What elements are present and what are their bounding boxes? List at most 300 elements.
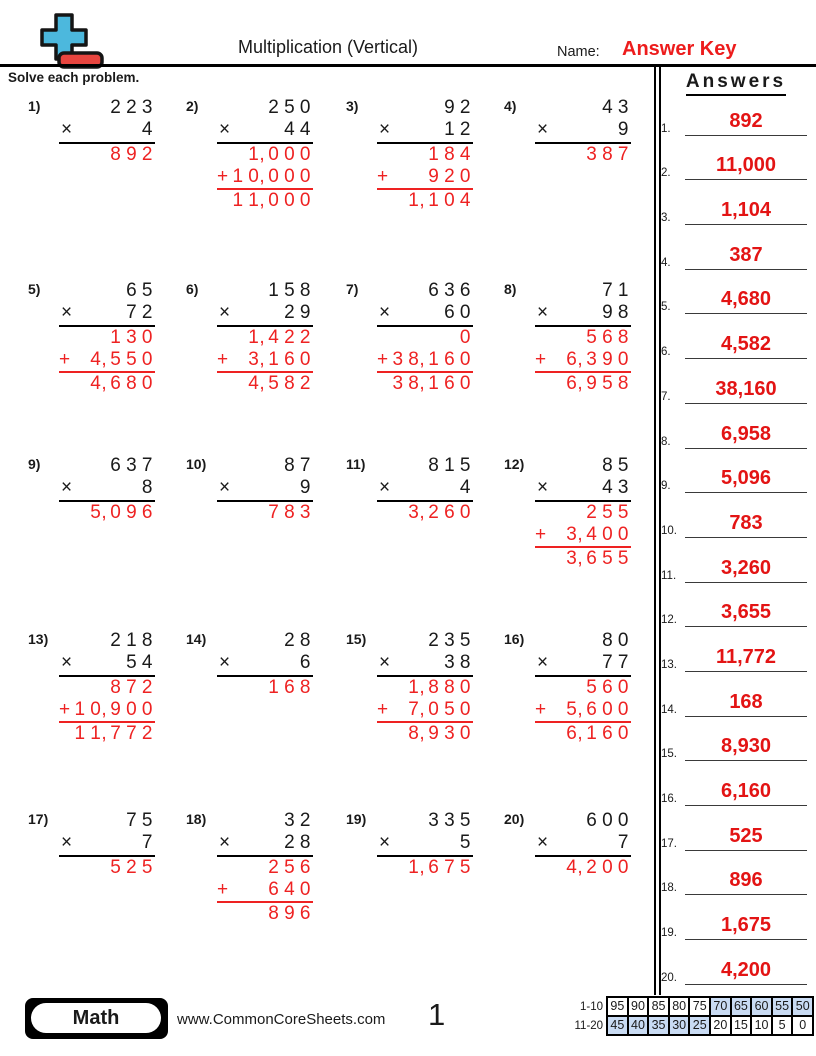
digit-char: 9 xyxy=(586,373,597,394)
digit-char: 0 xyxy=(299,879,311,900)
digit-char: , xyxy=(101,349,107,370)
digit-char: 6 xyxy=(110,373,121,394)
problem-stack xyxy=(377,630,473,745)
digit-char: 7 xyxy=(141,455,153,476)
digit-char: 0 xyxy=(284,144,295,165)
multiplicand xyxy=(535,280,631,302)
website-url: www.CommonCoreSheets.com xyxy=(177,1011,386,1028)
digit-char: 2 xyxy=(268,857,279,878)
digit-char: 0 xyxy=(141,373,153,394)
answer-number: 1. xyxy=(661,122,671,135)
digit-char: , xyxy=(577,524,583,545)
answer-item xyxy=(658,451,812,496)
digit-char: 8 xyxy=(617,373,629,394)
digit-char: 8 xyxy=(617,302,629,323)
digit-char: 8 xyxy=(110,677,121,698)
plus-sign: + xyxy=(535,349,547,370)
digit-char: 0 xyxy=(299,97,311,118)
answer-key-text: Answer Key xyxy=(622,38,737,60)
problem-cell xyxy=(28,810,186,988)
digit-char: 5 xyxy=(141,810,153,831)
work-line xyxy=(217,373,313,395)
digit-char: 7 xyxy=(617,832,629,853)
answer-value: 168 xyxy=(729,690,763,713)
digit-char: 0 xyxy=(617,677,629,698)
digit-char: 2 xyxy=(586,857,597,878)
problem-cell xyxy=(346,97,504,280)
digit-char: , xyxy=(419,677,425,698)
work-line xyxy=(535,677,631,699)
digit-char: 2 xyxy=(141,677,153,698)
digit-char: 6 xyxy=(299,857,311,878)
answer-blank-line xyxy=(685,647,807,672)
problem-stack xyxy=(377,455,473,524)
score-cell: 15 xyxy=(730,1015,753,1036)
work-line xyxy=(377,677,473,699)
problem-cell xyxy=(186,810,346,988)
answer-value: 6,160 xyxy=(720,780,772,802)
digit-char: 1 xyxy=(428,349,439,370)
answer-item xyxy=(658,853,812,898)
digit-char: 9 xyxy=(602,349,613,370)
problem-cell xyxy=(28,630,186,810)
work-digits xyxy=(72,699,155,721)
problem-number: 13) xyxy=(28,631,49,647)
digit-char: 6 xyxy=(126,280,137,301)
multiplier xyxy=(599,477,631,499)
answer-item xyxy=(658,272,812,317)
digit-char: 0 xyxy=(284,166,295,187)
multiply-row xyxy=(535,832,631,857)
digit-char: 7 xyxy=(126,677,137,698)
problem-stack xyxy=(217,810,313,925)
digit-char: 1 xyxy=(232,190,244,211)
digit-char: 9 xyxy=(428,723,439,744)
digit-char: 1 xyxy=(428,373,439,394)
digit-char: , xyxy=(101,699,107,720)
answer-value: 11,772 xyxy=(715,645,777,668)
work-line xyxy=(377,857,473,879)
work-line xyxy=(217,166,313,190)
digit-char: 9 xyxy=(428,166,439,187)
digit-char: 5 xyxy=(284,97,295,118)
answer-blank-line xyxy=(685,781,807,806)
digit-char: 6 xyxy=(284,349,295,370)
answer-number: 12. xyxy=(661,614,677,627)
digit-char: 2 xyxy=(428,630,439,651)
math-pill xyxy=(31,1003,161,1033)
digit-char: 5 xyxy=(602,373,613,394)
digit-char: 0 xyxy=(248,166,259,187)
digit-char: 1 xyxy=(617,280,629,301)
digit-char: 8 xyxy=(299,832,311,853)
answer-number: 7. xyxy=(661,390,671,403)
problem-number: 12) xyxy=(504,456,525,472)
multiply-sign: × xyxy=(537,119,549,140)
digit-char: 8 xyxy=(459,652,471,673)
multiplier xyxy=(281,832,313,854)
digit-char: 1 xyxy=(74,723,86,744)
answer-blank-line xyxy=(685,870,807,895)
multiplier xyxy=(441,302,473,324)
digit-char: 1 xyxy=(586,723,597,744)
digit-char: 0 xyxy=(299,349,311,370)
digit-char: 1 xyxy=(110,327,121,348)
score-cell: 30 xyxy=(668,1015,691,1036)
work-line xyxy=(217,879,313,903)
digit-char: 8 xyxy=(408,723,419,744)
multiply-sign: × xyxy=(219,477,231,498)
problem-number: 3) xyxy=(346,98,359,114)
digit-char: 3 xyxy=(566,548,577,569)
digit-char: 5 xyxy=(586,327,597,348)
digit-char: 5 xyxy=(617,548,629,569)
digit-char: 6 xyxy=(268,879,279,900)
digit-char: 2 xyxy=(284,302,295,323)
problem-stack xyxy=(217,630,313,699)
digit-char: 8 xyxy=(602,455,613,476)
multiply-row xyxy=(59,832,155,857)
answer-number: 6. xyxy=(661,346,671,359)
work-line xyxy=(535,548,631,570)
answer-blank-line xyxy=(685,915,807,940)
plus-sign: + xyxy=(377,699,389,720)
digit-char: 1 xyxy=(444,119,455,140)
digit-char: 4 xyxy=(284,879,295,900)
work-line xyxy=(59,723,155,745)
score-cell: 60 xyxy=(750,996,773,1017)
problem-cell xyxy=(346,630,504,810)
digit-char: 2 xyxy=(110,97,121,118)
multiplier xyxy=(457,477,473,499)
score-cell: 90 xyxy=(627,996,650,1017)
digit-char: 0 xyxy=(110,502,121,523)
answer-number: 19. xyxy=(661,927,677,940)
digit-char: 0 xyxy=(459,166,471,187)
score-cell: 75 xyxy=(688,996,711,1017)
multiply-sign: × xyxy=(537,302,549,323)
digit-char: , xyxy=(577,349,583,370)
digit-char: 3 xyxy=(444,810,455,831)
multiply-sign: × xyxy=(379,652,391,673)
score-cell: 40 xyxy=(627,1015,650,1036)
digit-char: 8 xyxy=(284,502,295,523)
answer-item xyxy=(658,808,812,853)
answer-number: 2. xyxy=(661,167,671,180)
digit-char: , xyxy=(259,373,265,394)
score-cell: 5 xyxy=(771,1015,794,1036)
digit-char: 3 xyxy=(126,455,137,476)
digit-char: 4 xyxy=(141,652,153,673)
problem-cell xyxy=(186,280,346,455)
work-digits xyxy=(246,349,313,371)
digit-char: 0 xyxy=(617,524,629,545)
digit-char: 1 xyxy=(444,455,455,476)
digit-char: 3 xyxy=(566,524,577,545)
digit-char: 9 xyxy=(299,477,311,498)
digit-char: , xyxy=(577,373,583,394)
digit-char: , xyxy=(577,548,583,569)
digit-char: 1 xyxy=(408,677,419,698)
digit-char: 7 xyxy=(444,857,455,878)
answer-number: 13. xyxy=(661,658,677,671)
digit-char: , xyxy=(419,349,425,370)
multiplicand xyxy=(217,810,313,832)
problem-stack xyxy=(377,97,473,212)
score-cell: 0 xyxy=(791,1015,814,1036)
work-line xyxy=(217,903,313,925)
digit-char: 8 xyxy=(408,373,419,394)
digit-char: 7 xyxy=(126,302,137,323)
work-line xyxy=(535,327,631,349)
digit-char: 1 xyxy=(126,630,137,651)
worksheet-title: Multiplication (Vertical) xyxy=(237,37,419,57)
multiplicand xyxy=(59,455,155,477)
digit-char: 7 xyxy=(141,832,153,853)
digit-char: 3 xyxy=(392,373,404,394)
digit-char: , xyxy=(259,327,265,348)
answer-item xyxy=(658,629,812,674)
answer-number: 14. xyxy=(661,703,677,716)
work-line xyxy=(217,144,313,166)
work-line xyxy=(535,349,631,373)
work-line xyxy=(377,502,473,524)
multiplicand xyxy=(59,280,155,302)
digit-char: 9 xyxy=(126,502,137,523)
digit-char: 5 xyxy=(90,502,101,523)
problem-number: 1) xyxy=(28,98,41,114)
problem-number: 8) xyxy=(504,281,517,297)
digit-char: 7 xyxy=(126,810,137,831)
score-cell: 45 xyxy=(606,1015,629,1036)
multiplier xyxy=(123,652,155,674)
digit-char: 3 xyxy=(408,502,419,523)
digit-char: 0 xyxy=(617,857,629,878)
digit-char: 2 xyxy=(141,302,153,323)
plus-sign: + xyxy=(535,699,547,720)
multiply-row xyxy=(377,652,473,677)
multiply-row xyxy=(535,119,631,144)
answer-item xyxy=(658,719,812,764)
score-row-label: 1-10 xyxy=(580,1000,604,1013)
work-line xyxy=(59,373,155,395)
work-line xyxy=(535,699,631,723)
problem-stack xyxy=(535,280,631,395)
digit-char: 2 xyxy=(126,97,137,118)
multiply-sign: × xyxy=(537,477,549,498)
digit-char: 1 xyxy=(248,190,259,211)
digit-char: 5 xyxy=(459,455,471,476)
plus-sign: + xyxy=(535,524,547,545)
work-line xyxy=(217,857,313,879)
multiplicand xyxy=(535,810,631,832)
digit-char: 9 xyxy=(444,97,455,118)
problem-number: 9) xyxy=(28,456,41,472)
plus-sign: + xyxy=(59,699,71,720)
footer xyxy=(0,995,816,1041)
multiply-row xyxy=(377,832,473,857)
problem-number: 20) xyxy=(504,811,525,827)
work-digits xyxy=(230,166,313,188)
answer-number: 20. xyxy=(661,971,677,984)
work-line xyxy=(217,677,313,699)
work-digits xyxy=(564,699,631,721)
digit-char: 5 xyxy=(459,810,471,831)
digit-char: 8 xyxy=(602,630,613,651)
score-grid xyxy=(575,996,815,1036)
work-line xyxy=(377,373,473,395)
work-line xyxy=(59,699,155,723)
plus-sign: + xyxy=(377,166,389,187)
work-digits xyxy=(564,524,631,546)
digit-char: 0 xyxy=(268,190,279,211)
score-row-label: 11-20 xyxy=(574,1019,604,1032)
digit-char: 7 xyxy=(110,723,121,744)
work-line xyxy=(217,502,313,524)
problem-stack xyxy=(217,280,313,395)
multiplier xyxy=(123,302,155,324)
digit-char: , xyxy=(419,373,425,394)
score-cell: 85 xyxy=(647,996,670,1017)
score-cell: 50 xyxy=(791,996,814,1017)
problem-stack xyxy=(377,280,473,395)
work-line xyxy=(217,190,313,212)
problem-cell xyxy=(28,97,186,280)
plus-sign: + xyxy=(217,879,229,900)
multiplier xyxy=(297,477,313,499)
digit-char: 5 xyxy=(110,349,121,370)
digit-char: 2 xyxy=(459,97,471,118)
digit-char: 1 xyxy=(268,349,279,370)
problem-number: 19) xyxy=(346,811,367,827)
digit-char: 2 xyxy=(299,373,311,394)
digit-char: 5 xyxy=(284,857,295,878)
digit-char: 3 xyxy=(284,810,295,831)
problem-stack xyxy=(59,455,155,524)
digit-char: 5 xyxy=(602,548,613,569)
answer-item xyxy=(658,495,812,540)
digit-char: , xyxy=(419,190,425,211)
digit-char: 2 xyxy=(459,119,471,140)
digit-char: 5 xyxy=(459,832,471,853)
digit-char: 6 xyxy=(428,280,439,301)
multiplier xyxy=(139,832,155,854)
answer-number: 16. xyxy=(661,793,677,805)
digit-char: 4 xyxy=(141,119,153,140)
digit-char: 6 xyxy=(566,723,577,744)
answer-value: 783 xyxy=(729,511,763,534)
multiplicand xyxy=(377,630,473,652)
answer-value: 525 xyxy=(729,824,763,847)
work-line xyxy=(217,327,313,349)
digit-char: 5 xyxy=(141,857,153,878)
page-number: 1 xyxy=(428,997,446,1032)
score-cell: 70 xyxy=(709,996,732,1017)
answer-number: 10. xyxy=(661,524,677,537)
multiplicand xyxy=(217,97,313,119)
multiply-sign: × xyxy=(61,119,73,140)
multiply-row xyxy=(377,119,473,144)
digit-char: 0 xyxy=(617,810,629,831)
digit-char: 3 xyxy=(444,280,455,301)
digit-char: 6 xyxy=(428,857,439,878)
multiply-row xyxy=(59,302,155,327)
problem-cell xyxy=(346,810,504,988)
digit-char: 2 xyxy=(110,630,121,651)
problem-stack xyxy=(535,630,631,745)
answer-value: 5,096 xyxy=(720,467,772,490)
multiplier xyxy=(615,832,631,854)
problem-cell xyxy=(346,455,504,630)
multiplicand xyxy=(377,280,473,302)
digit-char: 6 xyxy=(141,502,153,523)
digit-char: 8 xyxy=(141,630,153,651)
score-cell: 10 xyxy=(750,1015,773,1036)
header-divider-line xyxy=(0,64,816,67)
answer-value: 387 xyxy=(729,243,763,266)
digit-char: 5 xyxy=(268,373,279,394)
work-line xyxy=(535,857,631,879)
answer-item xyxy=(658,182,812,227)
answer-item xyxy=(658,540,812,585)
answer-blank-line xyxy=(685,826,807,851)
digit-char: 6 xyxy=(444,373,455,394)
digit-char: 9 xyxy=(617,119,629,140)
multiplicand xyxy=(535,455,631,477)
multiply-sign: × xyxy=(537,832,549,853)
answer-number: 5. xyxy=(661,301,671,314)
digit-char: 0 xyxy=(141,699,153,720)
digit-char: 3 xyxy=(248,349,259,370)
answer-number: 18. xyxy=(661,882,677,895)
score-row xyxy=(575,1015,815,1036)
answer-blank-line xyxy=(685,245,807,270)
multiply-row xyxy=(377,477,473,502)
multiply-sign: × xyxy=(61,832,73,853)
digit-char: 6 xyxy=(444,349,455,370)
problem-number: 6) xyxy=(186,281,199,297)
digit-char: , xyxy=(419,699,425,720)
problem-cell xyxy=(186,630,346,810)
digit-char: 5 xyxy=(617,455,629,476)
digit-char: 7 xyxy=(617,144,629,165)
digit-char: 0 xyxy=(459,302,471,323)
answer-value: 1,675 xyxy=(720,914,772,937)
problem-stack xyxy=(377,810,473,879)
digit-char: 4 xyxy=(459,477,471,498)
digit-char: 4 xyxy=(284,119,295,140)
digit-char: 4 xyxy=(459,190,471,211)
digit-char: 3 xyxy=(428,810,439,831)
math-badge xyxy=(25,998,168,1039)
problem-number: 17) xyxy=(28,811,49,827)
problem-cell xyxy=(186,455,346,630)
digit-char: 1 xyxy=(428,190,439,211)
digit-char: 9 xyxy=(284,903,295,924)
plus-sign: + xyxy=(59,349,71,370)
multiplicand xyxy=(377,810,473,832)
digit-char: 3 xyxy=(141,97,153,118)
work-digits xyxy=(564,349,631,371)
answer-blank-line xyxy=(685,736,807,761)
digit-char: 1 xyxy=(248,144,259,165)
problem-number: 11) xyxy=(346,456,366,472)
problem-number: 4) xyxy=(504,98,517,114)
answer-value: 1,104 xyxy=(720,199,772,222)
digit-char: 8 xyxy=(444,677,455,698)
score-cell: 55 xyxy=(771,996,794,1017)
digit-char: 7 xyxy=(602,652,613,673)
